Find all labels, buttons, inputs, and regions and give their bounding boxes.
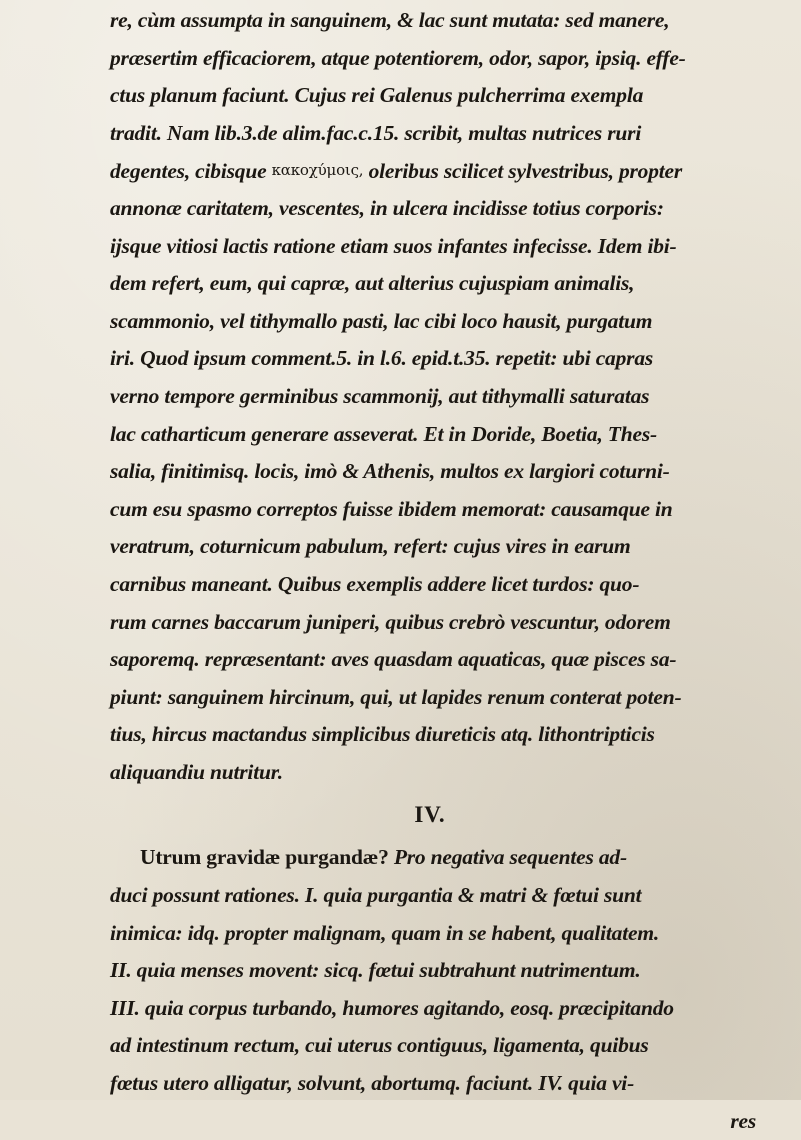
text-line: aliquandiu nutritur. <box>110 759 283 784</box>
text-line: rum carnes baccarum juniperi, quibus crebrò vescuntur, odorem <box>110 609 671 634</box>
text-line: præsertim efficaciorem, atque potentiorem, odor, sapor, ipsiq. effe- <box>110 45 686 70</box>
text-line: salia, finitimisq. locis, imò & Athenis, multos ex largiori coturni- <box>110 459 670 484</box>
text-line: saporemq. repræsentant: aves quasdam aquaticas, quæ pisces sa- <box>110 647 677 672</box>
text-line: lac catharticum generare asseverat. Et in Doride, Boetia, Thes- <box>110 421 657 446</box>
text-fragment: Pro negativa sequentes ad- <box>388 845 627 870</box>
text-line: inimica: idq. propter malignam, quam in se habent, qualitatem. <box>110 920 660 945</box>
catchword: res <box>730 1108 756 1133</box>
greek-word: κακοχύμοις, <box>271 161 364 180</box>
text-line: duci possunt rationes. I. quia purgantia & matri & fœtui sunt <box>110 883 642 908</box>
text-line: veratrum, coturnicum pabulum, refert: cujus vires in earum <box>110 534 631 559</box>
page-text <box>110 2 790 1140</box>
text-line: iri. Quod ipsum comment.5. in l.6. epid.t.35. repetit: ubi capras <box>110 346 654 371</box>
text-line: ijsque vitiosi lactis ratione etiam suos infantes infecisse. Idem ibi- <box>110 233 677 258</box>
text-line: piunt: sanguinem hircinum, qui, ut lapides renum conterat poten- <box>110 684 682 709</box>
text-line: verno tempore germinibus scammonij, aut tithymalli saturatas <box>110 383 650 408</box>
text-line: cum esu spasmo correptos fuisse ibidem memorat: causamque in <box>110 496 673 521</box>
text-line: dem refert, eum, qui capræ, aut alterius cujuspiam animalis, <box>110 271 635 296</box>
text-line: II. quia menses movent: sicq. fœtui subtrahunt nutrimentum. <box>110 958 641 983</box>
section-lead: Utrum gravidæ purgandæ? <box>140 845 389 870</box>
text-line: fœtus utero alligatur, solvunt, abortumq. faciunt. IV. quia vi- <box>110 1071 635 1096</box>
text-line: annonæ caritatem, vescentes, in ulcera incidisse totius corporis: <box>110 195 664 220</box>
text-line <box>110 839 790 877</box>
text-line: re, cùm assumpta in sanguinem, & lac sunt mutata: sed manere, <box>110 8 670 32</box>
text-line: scammonio, vel tithymallo pasti, lac cibi loco hausit, purgatum <box>110 308 653 333</box>
text-line: III. quia corpus turbando, humores agitando, eosq. præcipitando <box>110 995 674 1020</box>
text-fragment: oleribus scilicet sylvestribus, propter <box>368 159 683 184</box>
text-line: tradit. Nam lib.3.de alim.fac.c.15. scribit, multas nutrices ruri <box>110 120 642 145</box>
text-line: carnibus maneant. Quibus exemplis addere licet turdos: quo- <box>110 571 640 596</box>
text-line: tius, hircus mactandus simplicibus diureticis atq. lithontripticis <box>110 722 655 747</box>
text-fragment: degentes, cibisque <box>110 159 267 184</box>
text-line: ctus planum faciunt. Cujus rei Galenus pulcherrima exempla <box>110 83 644 108</box>
text-line: ad intestinum rectum, cui uterus contiguus, ligamenta, quibus <box>110 1033 649 1058</box>
text-line <box>110 152 790 190</box>
section-number: IV. <box>414 802 446 828</box>
